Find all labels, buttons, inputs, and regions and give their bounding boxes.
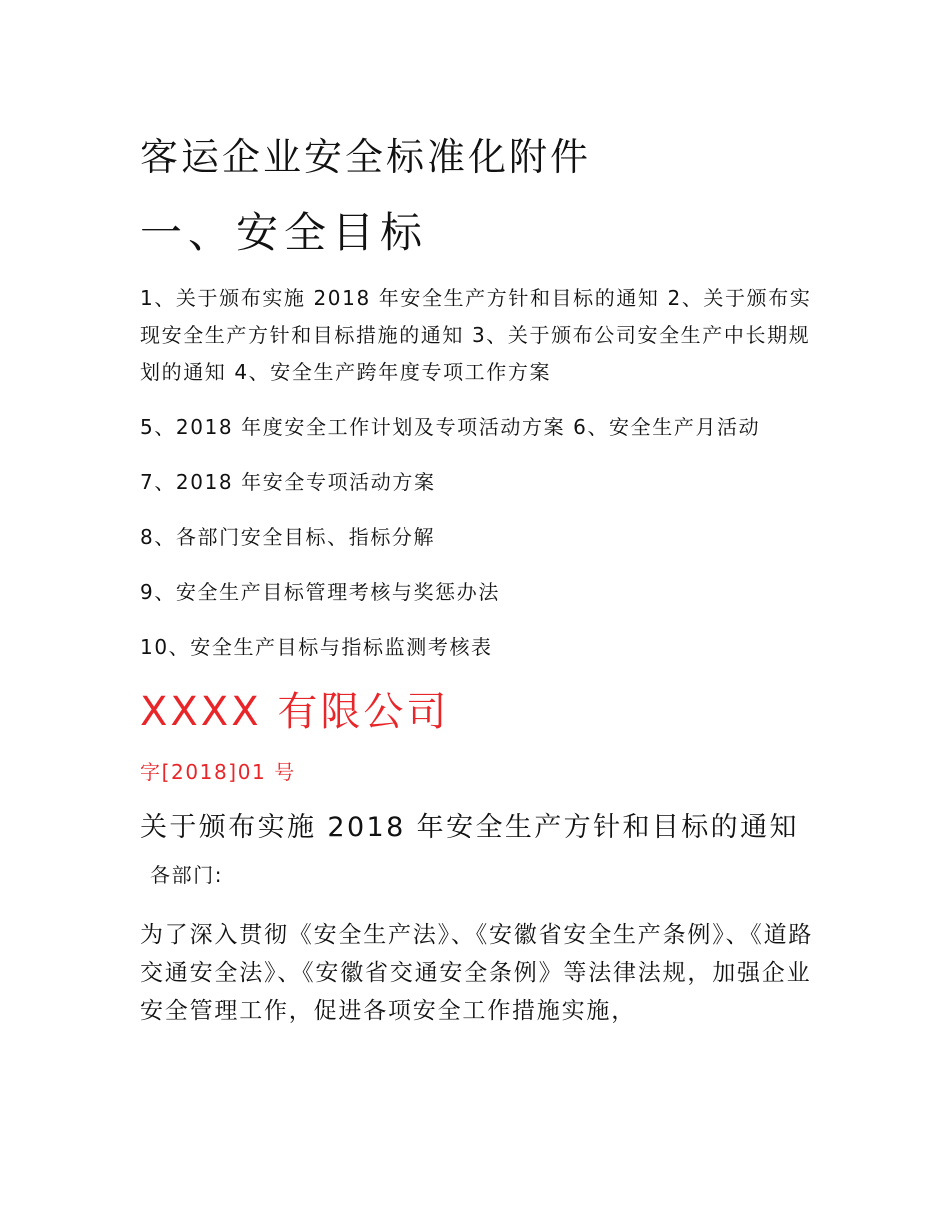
list-item: 9、安全生产目标管理考核与奖惩办法 xyxy=(140,580,500,604)
list-item: 10、安全生产目标与指标监测考核表 xyxy=(140,635,493,659)
addressee: 各部门: xyxy=(150,863,224,887)
body-paragraph: 为了深入贯彻《安全生产法》、《安徽省安全生产条例》、《道路交通安全法》、《安徽省交通安全条例》等法律法规，加强企业安全管理工作，促进各项安全工作措施实施， xyxy=(140,922,814,1024)
list-item: 5、2018 年度安全工作计划及专项活动方案 6、安全生产月活动 xyxy=(140,415,761,439)
notice-title xyxy=(140,805,820,898)
notice-title-text: 关于颁布实施 2018 年安全生产方针和目标的通知 xyxy=(140,812,799,843)
document-number: 字[2018]01 号 xyxy=(140,760,296,784)
list-item: 7、2018 年安全专项活动方案 xyxy=(140,470,436,494)
company-name: XXXX 有限公司 xyxy=(140,689,450,735)
list-item: 8、各部门安全目标、指标分解 xyxy=(140,525,436,549)
list-item: 1、关于颁布实施 2018 年安全生产方针和目标的通知 2、关于颁布实现安全生产方针和目标措施的通知 3、关于颁布公司安全生产中长期规划的通知 4、安全生产跨年度专项工作方案 xyxy=(140,286,812,384)
document-page xyxy=(140,128,820,1030)
section-heading: 一、安全目标 xyxy=(140,208,429,257)
document-title: 客运企业安全标准化附件 xyxy=(140,135,592,179)
